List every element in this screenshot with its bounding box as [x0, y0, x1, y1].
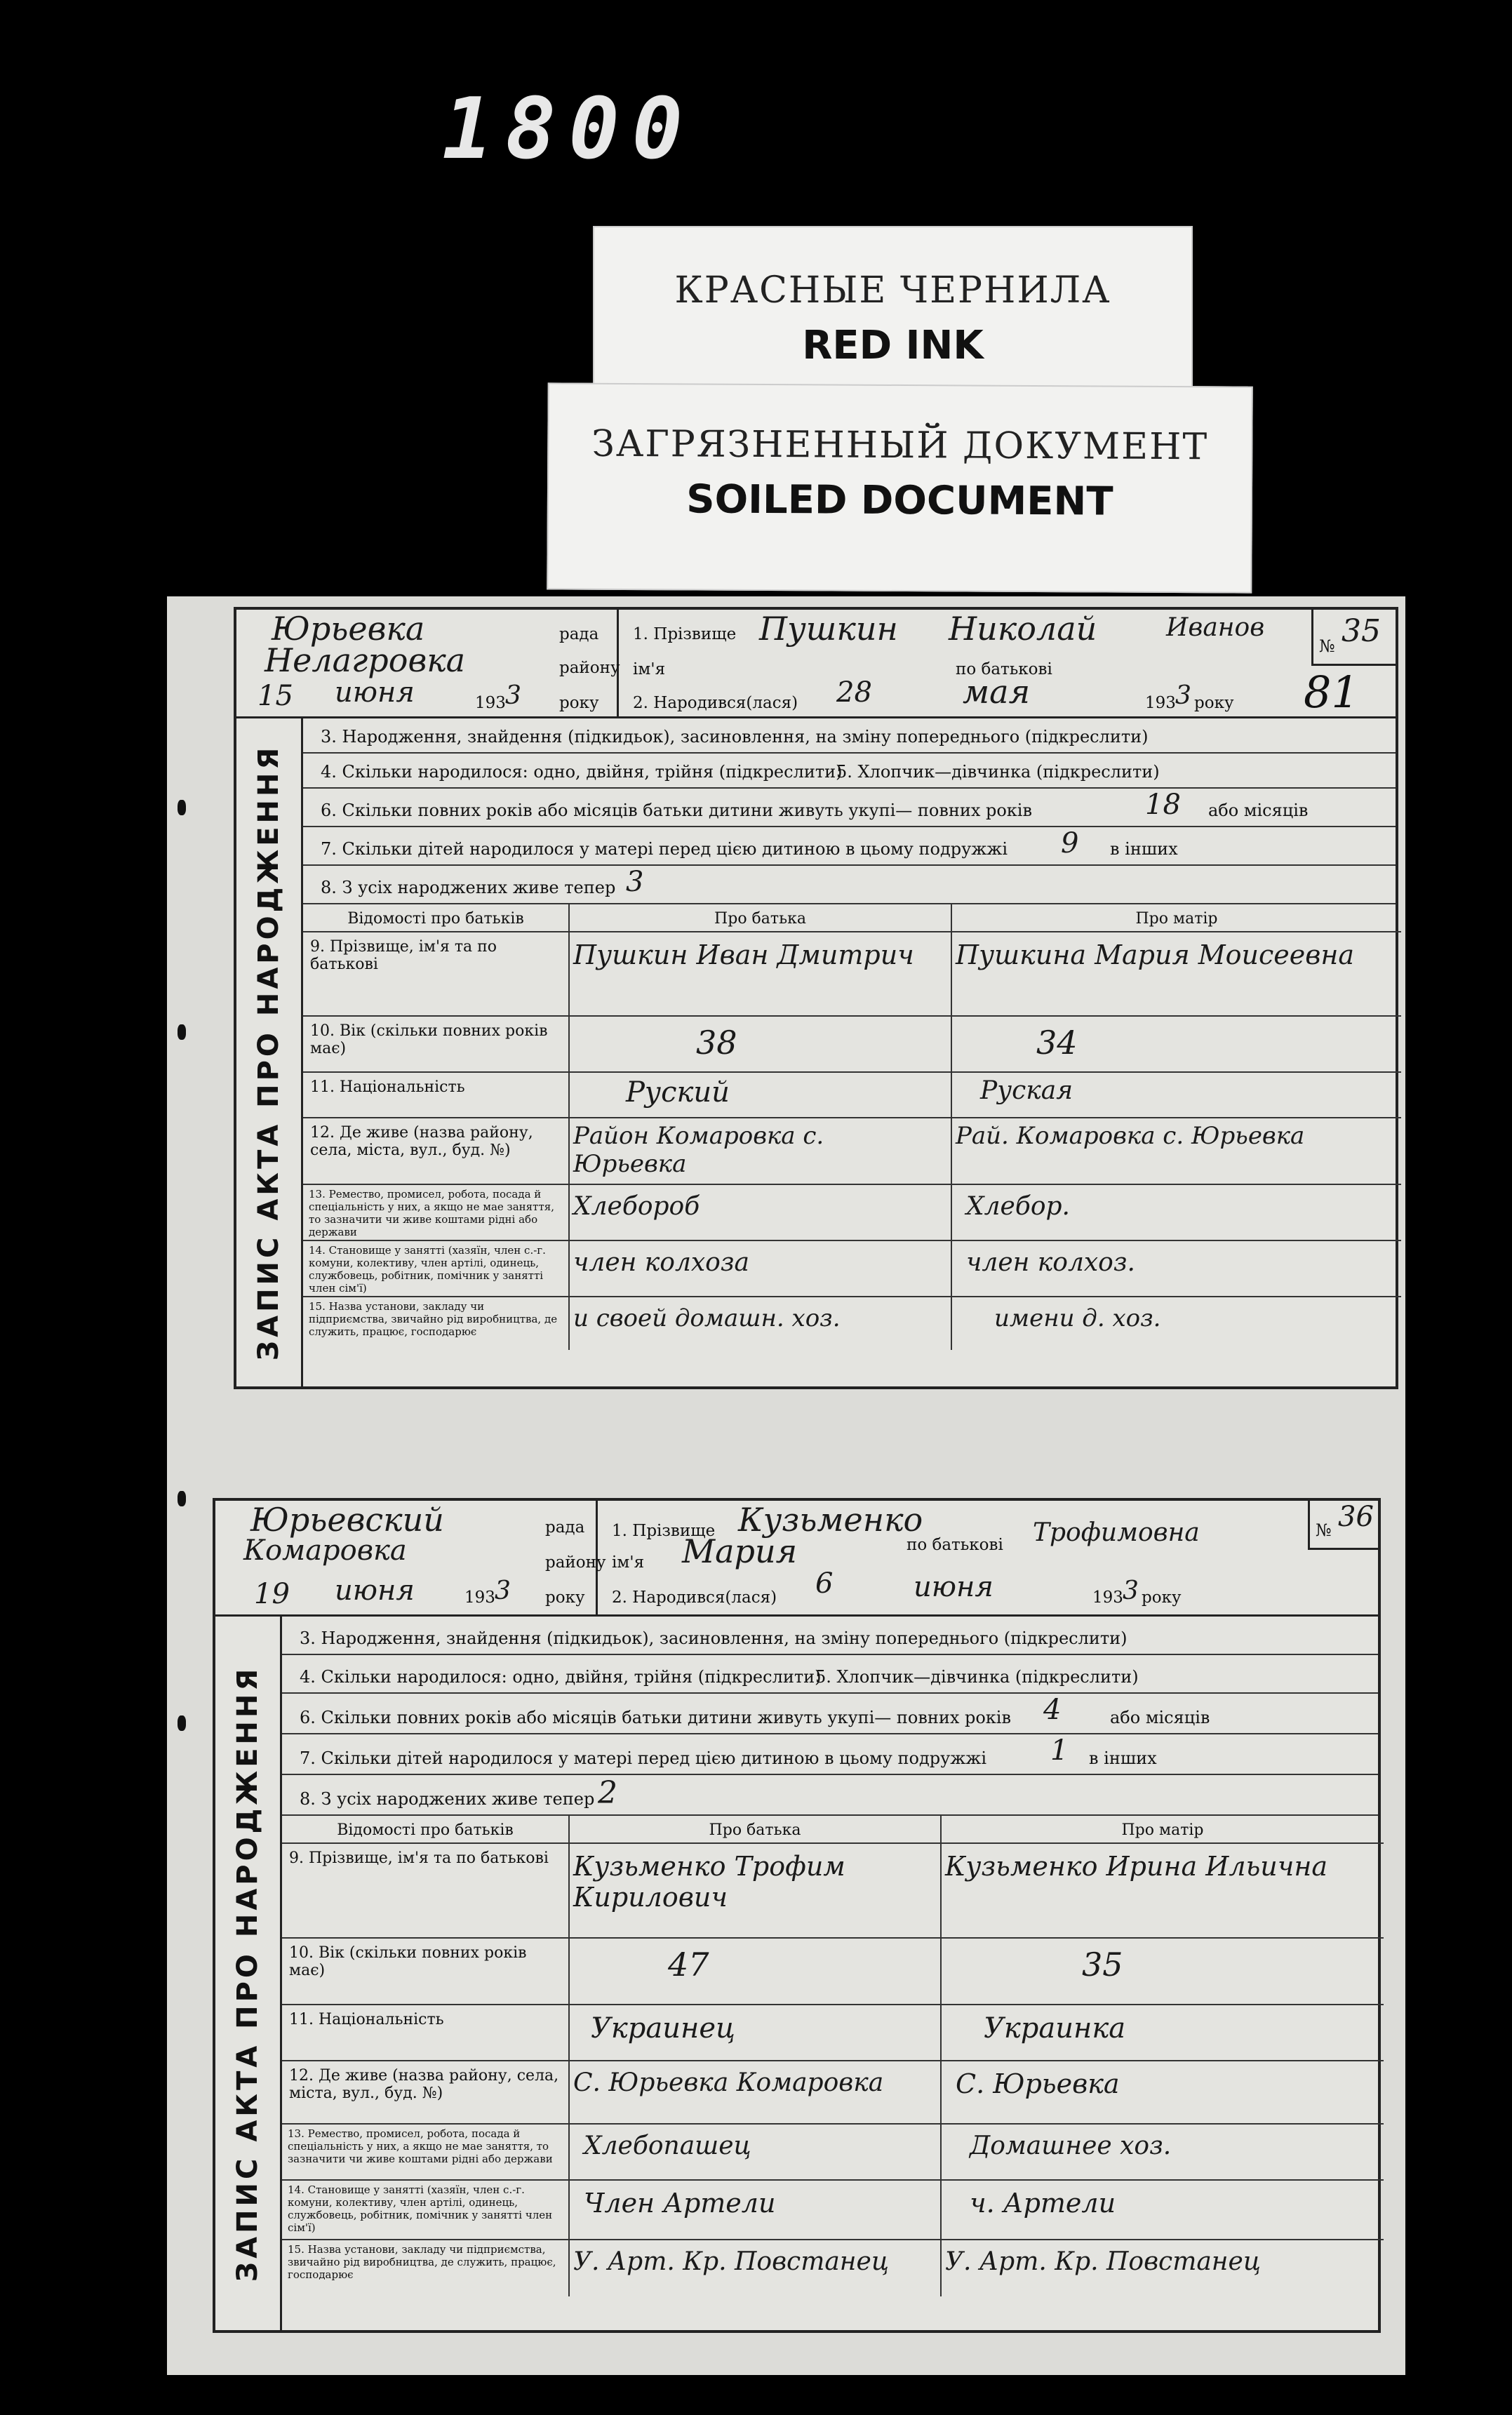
father-address-value: С. Юрьевка Комаровка — [573, 2068, 884, 2097]
father-position-cell — [570, 1241, 952, 1297]
punch-hole — [178, 1715, 186, 1731]
soiled-ru: ЗАГРЯЗНЕННЫЙ ДОКУМЕНТ — [591, 422, 1209, 469]
line-8-value: 3 — [626, 866, 644, 898]
mother-name-value: Кузьменко Ирина Ильична — [945, 1851, 1328, 1882]
sidebar-title: ЗАПИС АКТА ПРО НАРОДЖЕННЯ — [232, 1665, 264, 2282]
father-occupation-value: Хлебопашец — [584, 2132, 751, 2160]
father-name-value: Кузьменко Трофим Кирилович — [573, 1851, 845, 1913]
born-year-prefix: 193 — [1145, 694, 1176, 712]
line-5-text: 5. Хлопчик—дівчинка (підкреслити) — [815, 1667, 1139, 1687]
born-label: 2. Народився(лася) — [612, 1588, 777, 1607]
surname-value: Кузьменко — [738, 1501, 923, 1539]
line-7-other-label: в інших — [1110, 839, 1178, 859]
mother-position-value: ч. Артели — [970, 2188, 1116, 2219]
surname-value: Пушкин — [759, 610, 898, 648]
header-left — [236, 610, 619, 716]
line-7-text: 7. Скільки дітей народилося у матері перед цією дитиною в цьому подружжі — [300, 1748, 987, 1768]
father-age-value: 38 — [696, 1024, 737, 1062]
line-6-text: 6. Скільки повних років або місяців батьки дитини живуть укупі— повних років — [300, 1708, 1011, 1727]
mother-org-value: имени д. хоз. — [994, 1304, 1161, 1332]
patronymic-value: Иванов — [1166, 613, 1265, 642]
born-year-label: року — [1142, 1588, 1182, 1607]
line-7-value: 1 — [1050, 1734, 1069, 1767]
father-address-cell — [570, 2061, 942, 2125]
red-ink-ru: КРАСНЫЕ ЧЕРНИЛА — [674, 269, 1111, 312]
born-label: 2. Народився(лася) — [633, 694, 798, 712]
father-occupation-value: Хлебороб — [573, 1192, 700, 1221]
year-label: року — [545, 1588, 585, 1607]
mother-address-value: Рай. Комаровка с. Юрьевка — [956, 1122, 1305, 1150]
row-13-label: 13. Ремество, промисел, робота, посада й спеціальність у них, а якщо не мае заняття, то зазначити чи живе коштами рідні або держави — [303, 1185, 570, 1241]
line-4-text: 4. Скільки народилося: одно, двійня, трійня (підкреслити) — [321, 762, 843, 782]
form-header — [215, 1501, 1378, 1617]
father-org-cell — [570, 1297, 952, 1350]
row-9-label: 9. Прізвище, ім'я та по батькові — [303, 932, 570, 1017]
line-7 — [282, 1734, 1378, 1775]
row-11-label: 11. Національність — [303, 1073, 570, 1118]
line-4-5 — [303, 754, 1396, 789]
line-6 — [282, 1694, 1378, 1734]
line-8-text: 8. З усіх народжених живе тепер — [321, 878, 616, 897]
row-12-label: 12. Де живе (назва району, села, міста, вул., буд. №) — [282, 2061, 570, 2125]
mother-nationality-value: Руская — [980, 1076, 1073, 1105]
line-3-text: 3. Народження, знайдення (підкидьок), засиновлення, на зміну попереднього (підкреслити) — [321, 727, 1149, 747]
mother-age-cell — [942, 1939, 1384, 2005]
row-15-label: 15. Назва установи, закладу чи підприємства, звичайно рід виробництва, де служить, працює, господарює — [282, 2240, 570, 2296]
soiled-document-label — [547, 382, 1253, 593]
header-left — [215, 1501, 606, 1614]
year-label: року — [559, 694, 599, 712]
year-prefix: 193 — [475, 694, 506, 712]
born-year-label: року — [1194, 694, 1234, 712]
mother-position-cell — [952, 1241, 1401, 1297]
day-value: 15 — [257, 680, 293, 712]
raion-value: Комаровка — [243, 1534, 407, 1567]
header-right — [598, 1501, 1378, 1614]
father-org-cell — [570, 2240, 942, 2296]
month-value: июня — [335, 676, 415, 709]
row-15-label: 15. Назва установи, закладу чи підприємства, звичайно рід виробництва, де служить, працює, господарює — [303, 1297, 570, 1350]
parents-table — [303, 904, 1396, 1386]
form-body — [282, 1617, 1378, 2330]
mother-nationality-cell — [942, 2005, 1384, 2061]
punch-hole — [178, 1491, 186, 1506]
born-day-value: 6 — [815, 1567, 834, 1600]
mother-nationality-cell — [952, 1073, 1401, 1118]
surname-label: 1. Прізвище — [633, 625, 737, 643]
line-8-value: 2 — [598, 1775, 617, 1811]
reg-no-value: 35 — [1342, 613, 1381, 649]
mother-age-value: 34 — [1036, 1024, 1078, 1062]
father-position-value: член колхоза — [573, 1248, 749, 1277]
father-nationality-cell — [570, 1073, 952, 1118]
birth-record-form — [213, 1498, 1381, 2333]
born-year-prefix: 193 — [1092, 1588, 1123, 1607]
mother-address-cell — [942, 2061, 1384, 2125]
year-digit: 3 — [495, 1577, 511, 1605]
registration-number-box — [1311, 610, 1396, 666]
punch-hole — [178, 800, 186, 815]
patronymic-label: по батькові — [956, 660, 1052, 678]
name-value: Николай — [949, 610, 1097, 648]
row-10-label: 10. Вік (скільки повних років має) — [303, 1017, 570, 1073]
raion-value: Нелагровка — [265, 641, 466, 679]
soiled-en: SOILED DOCUMENT — [686, 476, 1113, 525]
mother-address-value: С. Юрьевка — [956, 2068, 1120, 2099]
form-sidebar — [236, 718, 303, 1386]
father-nationality-cell — [570, 2005, 942, 2061]
father-address-value: Район Комаровка с. Юрьевка — [573, 1122, 824, 1178]
rada-value: Юрьевка — [272, 610, 425, 648]
mother-occupation-value: Домашнее хоз. — [970, 2132, 1172, 2160]
born-year-digit: 3 — [1175, 681, 1191, 710]
name-label: ім'я — [633, 660, 666, 678]
father-org-value: У. Арт. Кр. Повстанец — [573, 2247, 889, 2276]
parents-table — [282, 1816, 1378, 2330]
line-6-years: 4 — [1043, 1694, 1062, 1726]
line-4-text: 4. Скільки народилося: одно, двійня, трійня (підкреслити) — [300, 1667, 822, 1687]
line-7-other-label: в інших — [1089, 1748, 1157, 1768]
name-value: Мария — [682, 1532, 798, 1570]
line-7-value: 9 — [1061, 827, 1079, 859]
document-sheet — [167, 596, 1405, 2375]
registration-number-box — [1308, 1501, 1378, 1550]
form-header — [236, 610, 1396, 718]
mother-occupation-cell — [942, 2125, 1384, 2181]
row-14-label: 14. Становище у занятті (хазяїн, член с.-г. комуни, колективу, член артілі, одинець, службовець, робітник, помічник у занятті член сім'ї) — [303, 1241, 570, 1297]
reg-no-value: 36 — [1338, 1501, 1374, 1533]
year-digit: 3 — [505, 681, 521, 710]
line-6-text: 6. Скільки повних років або місяців батьки дитини живуть укупі— повних років — [321, 801, 1032, 820]
line-3 — [303, 718, 1396, 754]
line-4-5 — [282, 1655, 1378, 1694]
mother-age-value: 35 — [1082, 1946, 1123, 1983]
line-3 — [282, 1617, 1378, 1655]
form-body — [303, 718, 1396, 1386]
col-info-header: Відомості про батьків — [282, 1816, 570, 1844]
row-14-label: 14. Становище у занятті (хазяїн, член с.-г. комуни, колективу, член артілі, одинець, службовець, робітник, помічник у занятті член сім'ї) — [282, 2181, 570, 2240]
line-6 — [303, 789, 1396, 827]
father-position-cell — [570, 2181, 942, 2240]
born-month-value: мая — [963, 673, 1031, 711]
line-8-text: 8. З усіх народжених живе тепер — [300, 1789, 595, 1809]
form-sidebar — [215, 1617, 282, 2330]
row-9-label: 9. Прізвище, ім'я та по батькові — [282, 1844, 570, 1939]
raion-label: району — [545, 1553, 606, 1572]
col-father-header: Про батька — [570, 904, 952, 932]
col-father-header: Про батька — [570, 1816, 942, 1844]
row-10-label: 10. Вік (скільки повних років має) — [282, 1939, 570, 2005]
row-13-label: 13. Ремество, промисел, робота, посада й спеціальність у них, а якщо не мае заняття, то зазначити чи живе коштами рідні або держави — [282, 2125, 570, 2181]
father-position-value: Член Артели — [584, 2188, 776, 2219]
father-nationality-value: Руский — [626, 1076, 730, 1109]
line-6-years: 18 — [1145, 789, 1181, 821]
reg-no-label: № — [1319, 636, 1335, 656]
mother-name-cell — [942, 1844, 1384, 1939]
margin-number: 81 — [1304, 667, 1359, 718]
mother-position-cell — [942, 2181, 1384, 2240]
father-name-cell — [570, 1844, 942, 1939]
line-7 — [303, 827, 1396, 866]
mother-name-value: Пушкина Мария Моисеевна — [956, 939, 1355, 970]
father-name-value: Пушкин Иван Дмитрич — [573, 939, 914, 970]
father-org-value: и своей домашн. хоз. — [573, 1304, 841, 1332]
mother-org-cell — [952, 1297, 1401, 1350]
row-11-label: 11. Національність — [282, 2005, 570, 2061]
born-month-value: июня — [914, 1571, 993, 1603]
rada-label: рада — [545, 1518, 585, 1537]
mother-age-cell — [952, 1017, 1401, 1073]
father-name-cell — [570, 932, 952, 1017]
raion-label: району — [559, 659, 620, 677]
day-value: 19 — [254, 1578, 290, 1610]
mother-address-cell — [952, 1118, 1401, 1185]
line-6-months-label: або місяців — [1110, 1708, 1210, 1727]
col-mother-header: Про матір — [942, 1816, 1384, 1844]
col-info-header: Відомості про батьків — [303, 904, 570, 932]
year-prefix: 193 — [464, 1588, 495, 1607]
patronymic-value: Трофимовна — [1033, 1518, 1200, 1547]
header-right — [619, 610, 1396, 716]
born-day-value: 28 — [836, 676, 872, 709]
reg-no-label: № — [1316, 1520, 1332, 1540]
month-value: июня — [335, 1574, 415, 1607]
name-label: ім'я — [612, 1553, 645, 1572]
col-mother-header: Про матір — [952, 904, 1401, 932]
line-6-months-label: або місяців — [1208, 801, 1309, 820]
father-age-cell — [570, 1939, 942, 2005]
mother-occupation-value: Хлебор. — [966, 1192, 1070, 1221]
line-5-text: 5. Хлопчик—дівчинка (підкреслити) — [836, 762, 1160, 782]
father-nationality-value: Украинец — [591, 2012, 735, 2045]
father-occupation-cell — [570, 1185, 952, 1241]
mother-nationality-value: Украинка — [984, 2012, 1126, 2045]
mother-org-cell — [942, 2240, 1384, 2296]
mother-name-cell — [952, 932, 1401, 1017]
line-7-text: 7. Скільки дітей народилося у матері перед цією дитиною в цьому подружжі — [321, 839, 1008, 859]
birth-record-form — [234, 607, 1398, 1389]
rada-value: Юрьевский — [250, 1501, 444, 1539]
line-8 — [282, 1775, 1378, 1816]
born-year-digit: 3 — [1123, 1577, 1139, 1605]
mother-org-value: У. Арт. Кр. Повстанец — [945, 2247, 1261, 2276]
line-8 — [303, 866, 1396, 904]
father-address-cell — [570, 1118, 952, 1185]
rada-label: рада — [559, 625, 599, 643]
father-occupation-cell — [570, 2125, 942, 2181]
sidebar-title: ЗАПИС АКТА ПРО НАРОДЖЕННЯ — [253, 744, 285, 1361]
row-12-label: 12. Де живе (назва району, села, міста, вул., буд. №) — [303, 1118, 570, 1185]
patronymic-label: по батькові — [906, 1536, 1003, 1554]
red-ink-en: RED INK — [802, 323, 984, 368]
mother-occupation-cell — [952, 1185, 1401, 1241]
frame-number: 1800 — [442, 81, 695, 178]
father-age-cell — [570, 1017, 952, 1073]
mother-position-value: член колхоз. — [966, 1248, 1135, 1277]
father-age-value: 47 — [668, 1946, 709, 1983]
line-3-text: 3. Народження, знайдення (підкидьок), засиновлення, на зміну попереднього (підкреслити) — [300, 1628, 1128, 1648]
surname-label: 1. Прізвище — [612, 1522, 716, 1540]
punch-hole — [178, 1024, 186, 1040]
